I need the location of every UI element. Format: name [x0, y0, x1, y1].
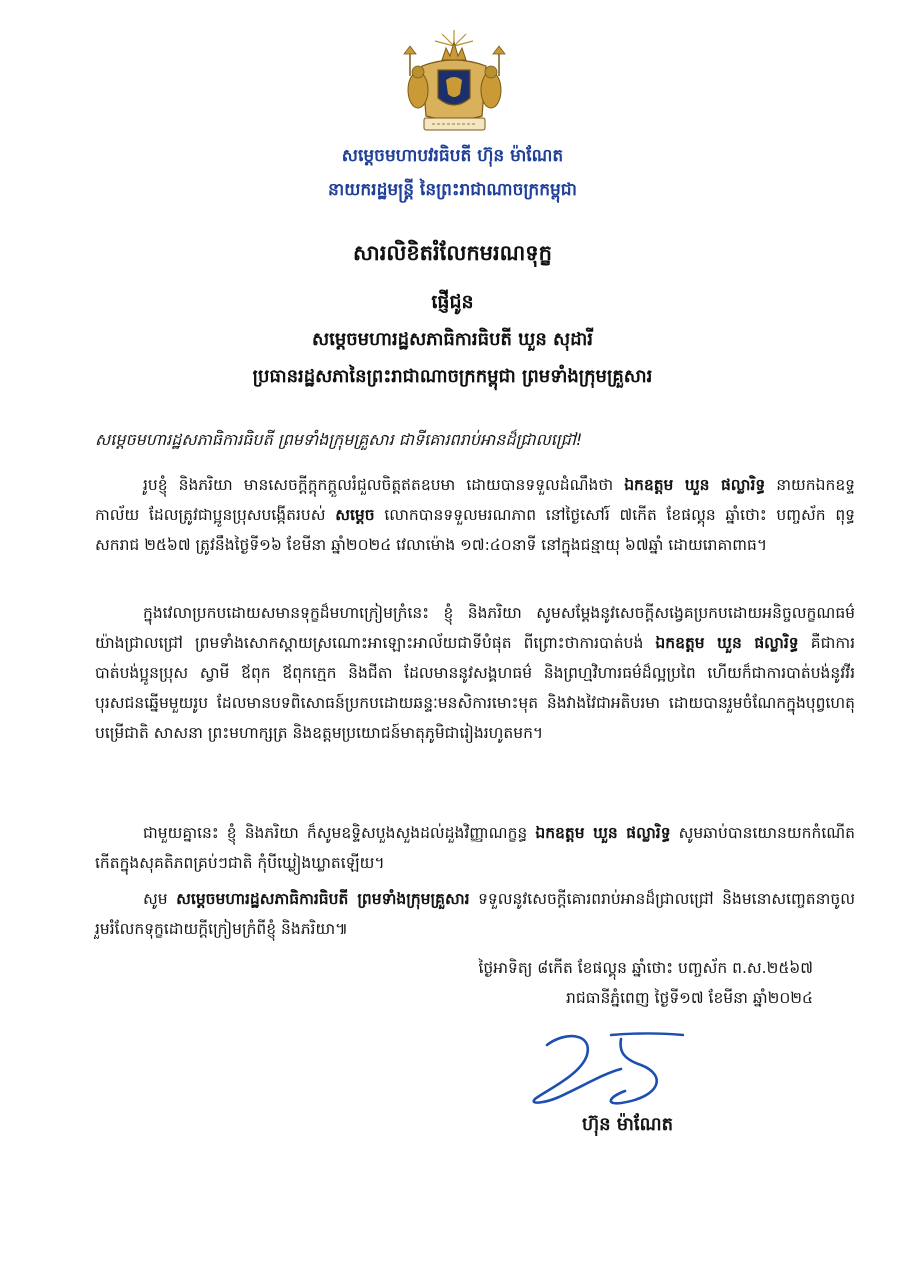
p3-text-c: សូមឆាប់បានយោនយកកំណើតកើតក្នុងសុគតិភពគ្រប់ៗជាតិ កុំបីឃ្លៀងឃ្លាតឡើយ។ [95, 824, 856, 872]
recipient-name: សម្តេចមហារដ្ឋសភាធិការធិបតី ឃួន សុដារី [311, 329, 594, 350]
p3-deceased-name: ឯកឧត្តម ឃួន ផល្លារិទ្ធ [535, 824, 671, 842]
p3-text-a: ជាមួយគ្នានេះ ខ្ញុំ និងភរិយា ក៏សូមឧទ្ទិសបួងសួងដល់ដួងវិញ្ញាណក្ខន្ធ [143, 824, 528, 842]
p1-text-a: រូបខ្ញុំ និងភរិយា មានសេចក្តីក្តុកក្តួលរំជួលចិត្តឥតឧបមា ដោយបានទទួលដំណឹងថា [143, 476, 614, 494]
p1-text-c: នាយកឯកឧទ្ទកាល័យ ដែលត្រូវជាប្អូនប្រុសបង្កើតរបស់ [95, 476, 855, 524]
signer-name: ហ៊ុន ម៉ាណែត [581, 1114, 674, 1135]
handwritten-signature [525, 1025, 690, 1110]
paragraph-3 [95, 818, 855, 878]
p2-deceased-name: ឯកឧត្តម ឃួន ផល្លារិទ្ធ [655, 634, 799, 652]
addressed-to-label: ផ្ញើជូន [431, 291, 474, 313]
p2-text-a: ក្នុងវេលាប្រកបដោយសមានទុក្ខដ៏មហាក្រៀមក្រំនេះ ខ្ញុំ និងភរិយា សូមសម្តែងនូវសេចក្តីសង្វេគប្រកបដោយអនិច្ចលក្ខណធម៌យ៉ាងជ្រាលជ្រៅ ព្រមទាំងសោកស្តាយស្រណោះអាឡោះអាល័យជាទីបំផុត ពីព្រោះថាការបាត់បង់ [95, 604, 855, 652]
sender-title: សម្តេចមហាបវរធិបតី ហ៊ុន ម៉ាណែត [341, 146, 564, 166]
lunar-date: ថ្ងៃអាទិត្យ ៨កើត ខែផល្គុន ឆ្នាំថោះ បញ្ចស័ក ព.ស.២៥៦៧ [478, 959, 813, 977]
sender-position: នាយករដ្ឋមន្ត្រី នៃព្រះរាជាណាចក្រកម្ពុជា [328, 180, 577, 200]
p1-deceased-name: ឯកឧត្តម ឃួន ផល្លារិទ្ធ [624, 476, 766, 494]
salutation: សម្តេចមហារដ្ឋសភាធិការធិបតី ព្រមទាំងក្រុមគ្រួសារ ជាទីគោរពរាប់អានដ៏ជ្រាលជ្រៅ! [95, 430, 583, 449]
solar-date-place: រាជធានីភ្នំពេញ ថ្ងៃទី១៧ ខែមីនា ឆ្នាំ២០២៤ [566, 989, 813, 1007]
royal-coat-of-arms-emblem [402, 28, 507, 138]
recipient-position: ប្រធានរដ្ឋសភានៃព្រះរាជាណាចក្រកម្ពុជា ព្រមទាំងក្រុមគ្រួសារ [252, 366, 653, 387]
p4-recipient: សម្តេចមហារដ្ឋសភាធិការធិបតី ព្រមទាំងក្រុមគ្រួសារ [176, 890, 470, 908]
paragraph-4 [95, 884, 855, 944]
p1-samdech: សម្តេច [335, 506, 375, 524]
p2-text-c: គឺជាការបាត់បង់ប្អូនប្រុស ស្វាមី ឪពុក ឪពុកក្មេក និងជីតា ដែលមាននូវសង្គហធម៌ និងព្រហ្មវិហារធម៌ដ៏ល្អប្រពៃ ហើយក៏ជាការបាត់បង់នូវវីរបុរសជនឆ្នើមមួយរូប ដែលមានបទពិសោធន៍ប្រកបដោយឆន្ទៈមនសិការមោះមុត និងវាងវៃជាអតិបរមា ដោយបានរួមចំណែកក្នុងបុព្វហេតុបម្រើជាតិ សាសនា ព្រះមហាក្សត្រ និងឧត្តមប្រយោជន៍មាតុភូមិជារៀងរហូតមក។ [95, 634, 856, 742]
paragraph-1 [95, 470, 855, 560]
p4-text-a: សូម [143, 890, 168, 908]
p4-text-c: ទទួលនូវសេចក្តីគោរពរាប់អានដ៏ជ្រាលជ្រៅ និងមនោសញ្ចេតនាចូលរួមរំលែកទុក្ខដោយក្តីក្រៀមក្រំពីខ្ញុំ និងភរិយា៕ [95, 890, 855, 938]
paragraph-2 [95, 598, 855, 748]
p1-text-e: លោកបានទទួលមរណភាព នៅថ្ងៃសៅរ៍ ៧កើត ខែផល្គុន ឆ្នាំថោះ បញ្ចស័ក ពុទ្ធសករាជ ២៥៦៧ ត្រូវនឹងថ្ងៃទី១៦ ខែមីនា ឆ្នាំ២០២៤ វេលាម៉ោង ១៧:៤០នាទី នៅក្នុងជន្មាយុ ៦៧ឆ្នាំ ដោយរោគាពាធ។ [95, 506, 855, 554]
document-title: សារលិខិតរំលែកមរណទុក្ខ [353, 241, 552, 265]
